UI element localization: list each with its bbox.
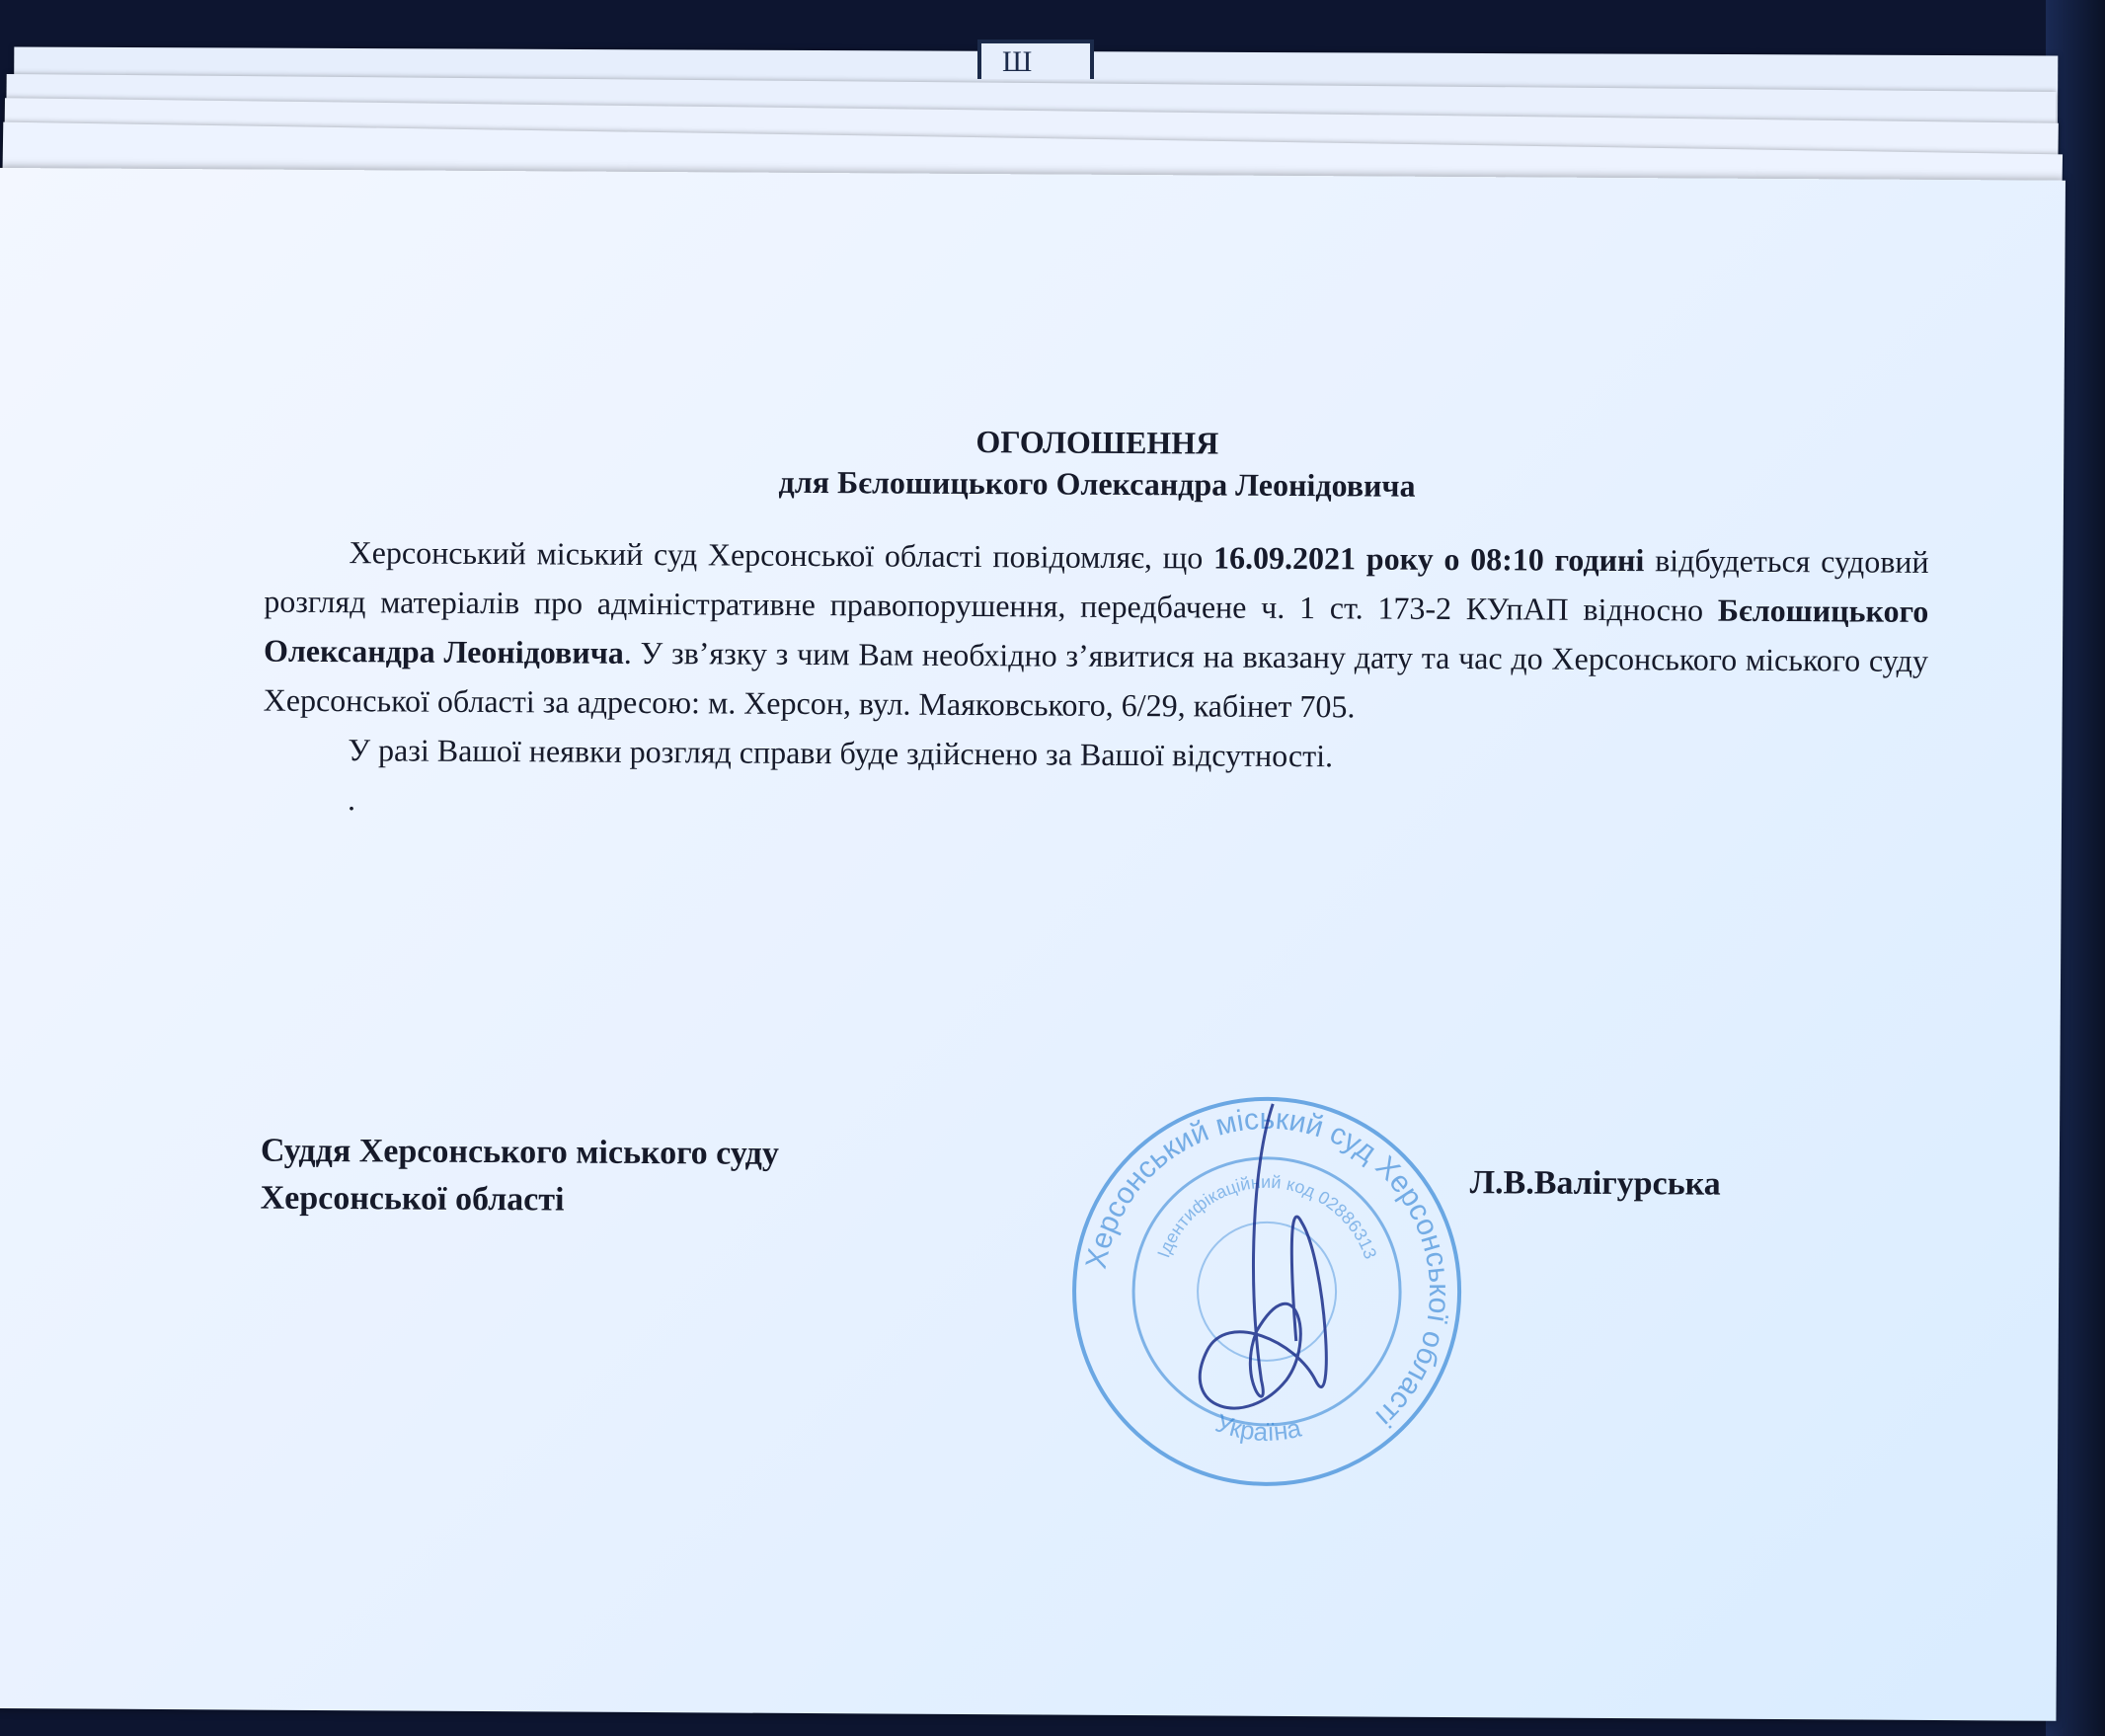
- stamp-inner-text: Ідентифікаційний код 02886313: [1153, 1171, 1381, 1262]
- defendant-name: Бєлошицького Олександра Леонідовича: [263, 592, 1929, 671]
- notice-body: [263, 417, 1929, 833]
- judge-position-line: Суддя Херсонського міського суду: [260, 1132, 780, 1172]
- notice-paragraph-2: У разі Вашої неявки розгляд справи буде здійснено за Вашої відсутності.: [348, 732, 1334, 774]
- judge-position-line: Херсонської області: [260, 1179, 565, 1219]
- notice-addressee: для Бєлошицького Олександра Леонідовича: [778, 463, 1416, 504]
- court-stamp: [1058, 1083, 1476, 1501]
- judge-position: [260, 1128, 779, 1225]
- paragraph-text: . У зв’язку з чим Вам необхідно з’явитися на вказану дату та час до Херсонського міського суду Херсонської області за адресою: м. Херсон, вул. Маяковського, 6/29, кабінет 705.: [263, 634, 1929, 725]
- notice-title: ОГОЛОШЕННЯ: [975, 424, 1219, 461]
- stamp-outer-text: Херсонський міський суд Херсонської області: [1079, 1102, 1456, 1434]
- trident-icon: Ш: [1002, 45, 1037, 78]
- handwritten-signature: [1200, 1103, 1328, 1408]
- paragraph-text: відбудеться судовий розгляд матеріалів про адміністративне правопорушення, передбачене ч. 1 ст. 173-2 КУпАП відносно: [264, 542, 1929, 628]
- judge-name: Л.В.Валігурська: [1469, 1164, 1721, 1203]
- notice-paragraph-1: [264, 527, 1929, 735]
- stamp-emblem-ring: [1198, 1222, 1337, 1361]
- notice-page: [0, 168, 2066, 1721]
- stray-dot: .: [347, 781, 356, 818]
- stamp-inner-ring: [1132, 1157, 1401, 1426]
- hearing-datetime: 16.09.2021 року о 08:10 годині: [1212, 539, 1645, 579]
- stamp-bottom-text: Україна: [1211, 1407, 1304, 1448]
- paragraph-text: Херсонський міський суд Херсонської області повідомляє, що: [349, 534, 1214, 576]
